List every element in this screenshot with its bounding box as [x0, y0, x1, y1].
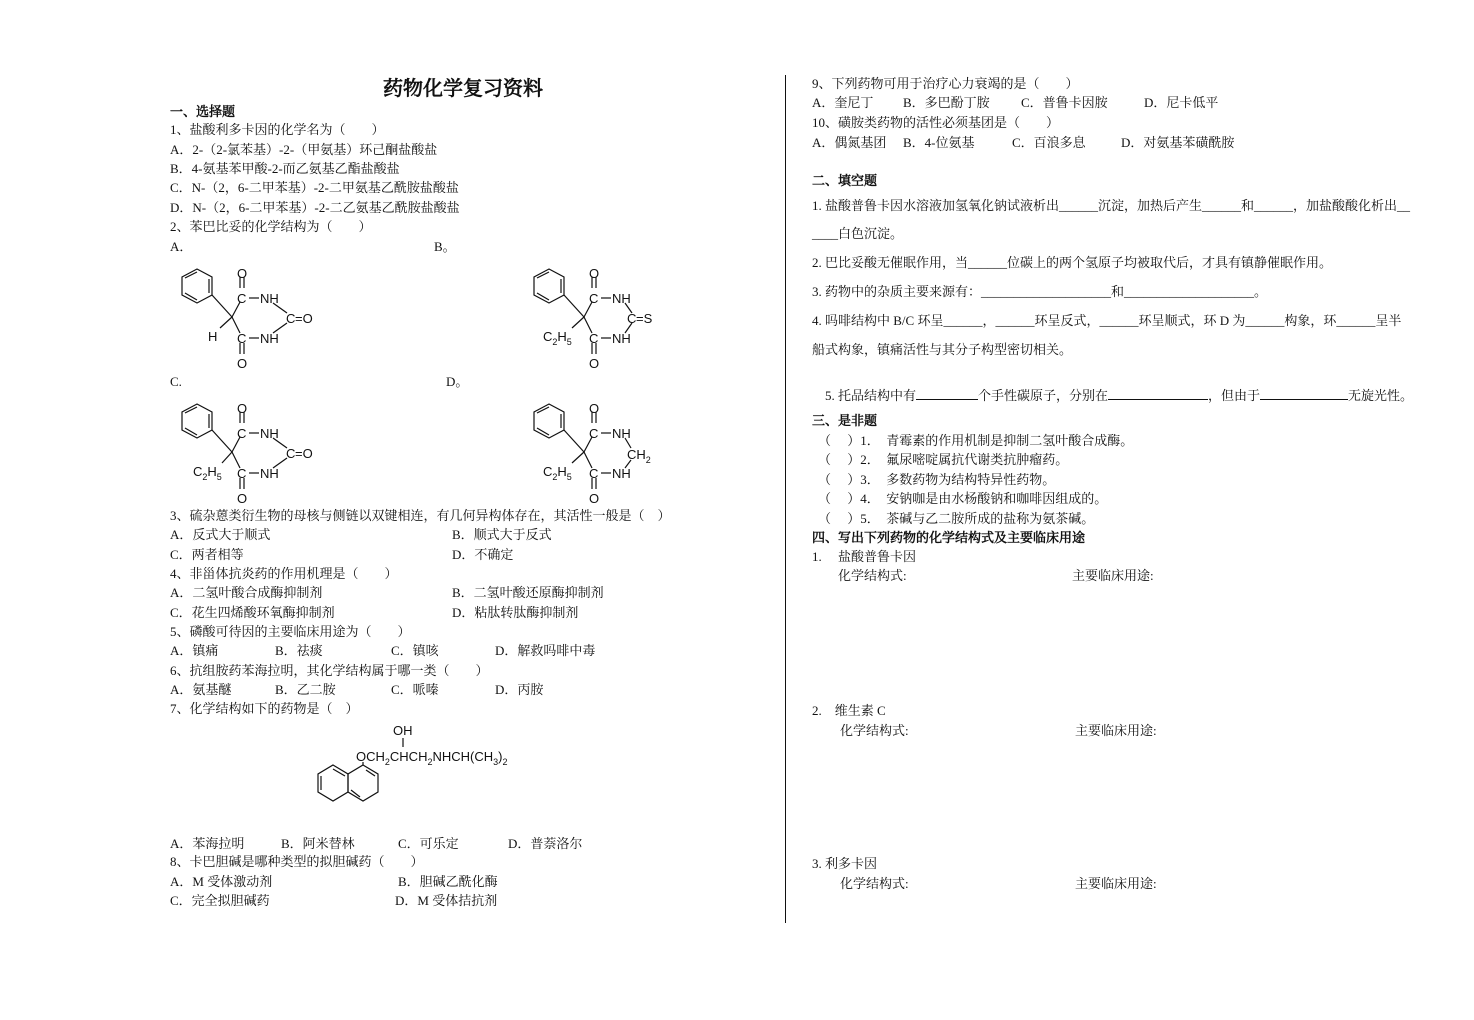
option: B．胆碱乙酰化酶	[398, 874, 498, 889]
use-label: 主要临床用途:	[1072, 568, 1154, 583]
drug-name: 2. 维生素 C	[812, 703, 886, 718]
true-false-item: （ ）5． 茶碱与乙二胺所成的盐称为氨茶碱。	[818, 511, 1095, 526]
svg-text:C2H5: $C_2H_5$	[543, 464, 572, 482]
text: 无旋光性。	[1348, 388, 1414, 403]
svg-text:C2H5: $C_2H_5$	[193, 464, 222, 482]
svg-text:=O: =O	[295, 311, 313, 326]
svg-text:C: C	[286, 446, 296, 461]
svg-text:C: C	[589, 291, 599, 306]
svg-text:NH: NH	[260, 426, 279, 441]
svg-text:O: O	[237, 401, 248, 416]
option: A．奎尼丁	[812, 95, 874, 110]
structure-c	[165, 390, 335, 510]
section-heading: 四、写出下列药物的化学结构式及主要临床用途	[812, 530, 1086, 545]
question-stem: 10、磺胺类药物的活性必须基团是（ ）	[812, 115, 1060, 130]
fill-blank-question: ____白色沉淀。	[812, 226, 904, 241]
svg-text:CH2: $CH_2$	[627, 447, 651, 465]
section-heading: 二、填空题	[812, 173, 878, 188]
question-stem: 1、盐酸利多卡因的化学名为（ ）	[170, 122, 385, 137]
option: C．N-（2，6-二甲苯基）-2-二甲氨基乙酰胺盐酸盐	[170, 180, 459, 195]
svg-text:C: C	[589, 466, 599, 481]
svg-text:NH: NH	[260, 466, 279, 481]
option: D．M 受体拮抗剂	[395, 893, 498, 908]
drug-name: 3. 利多卡因	[812, 856, 878, 871]
use-label: 主要临床用途:	[1075, 723, 1157, 738]
text: 5. 托品结构中有	[825, 388, 917, 403]
svg-text:C2H5: $C_2H_5$	[543, 329, 572, 347]
svg-text:C: C	[589, 426, 599, 441]
option: A．苯海拉明	[170, 836, 245, 851]
structure-d	[517, 390, 687, 510]
fill-blank-question	[812, 371, 1413, 420]
text: ，但由于	[1208, 388, 1261, 403]
option: D．粘肽转肽酶抑制剂	[452, 605, 579, 620]
option: B．4-氨基苯甲酸-2-而乙氨基乙酯盐酸盐	[170, 161, 400, 176]
svg-text:NH: NH	[612, 331, 631, 346]
option: C．可乐定	[398, 836, 459, 851]
true-false-item: （ ）3． 多数药物为结构特异性药物。	[818, 472, 1056, 487]
question-stem: 7、化学结构如下的药物是（ ）	[170, 701, 359, 716]
option: B．乙二胺	[275, 682, 336, 697]
svg-text:C: C	[589, 331, 599, 346]
option: D．普萘洛尔	[508, 836, 583, 851]
svg-text:=O: =O	[295, 446, 313, 461]
blank-line	[916, 387, 978, 400]
option: C.	[170, 374, 182, 389]
option: D．不确定	[452, 547, 514, 562]
svg-text:C: C	[286, 311, 296, 326]
option: B．二氢叶酸还原酶抑制剂	[452, 585, 604, 600]
option: D。	[446, 374, 469, 389]
svg-text:O: O	[237, 356, 248, 371]
true-false-item: （ ）2． 氟尿嘧啶属抗代谢类抗肿瘤药。	[818, 452, 1069, 467]
option: A．M 受体激动剂	[170, 874, 273, 889]
svg-text:C: C	[237, 291, 247, 306]
structure-a	[165, 255, 335, 375]
option: B．顺式大于反式	[452, 527, 552, 542]
fill-blank-question: 4. 吗啡结构中 B/C 环呈______，______环呈反式，______环呈顺式，环 D 为______构象，环______呈半	[812, 313, 1402, 328]
fill-blank-question: 2. 巴比妥酸无催眠作用，当______位碳上的两个氢原子均被取代后，才具有镇静催眠作用。	[812, 255, 1333, 270]
question-stem: 4、非甾体抗炎药的作用机理是（ ）	[170, 566, 398, 581]
option: B．祛痰	[275, 643, 323, 658]
column-divider	[785, 75, 786, 923]
option: C．完全拟胆碱药	[170, 893, 270, 908]
true-false-item: （ ）1． 青霉素的作用机制是抑制二氢叶酸合成酶。	[818, 433, 1134, 448]
structure-label: 化学结构式:	[840, 723, 909, 738]
svg-text:O: O	[589, 266, 600, 281]
structure-q7	[290, 720, 530, 830]
question-stem: 5、磷酸可待因的主要临床用途为（ ）	[170, 624, 411, 639]
section-heading: 三、是非题	[812, 413, 878, 428]
option: B．阿米替林	[281, 836, 355, 851]
option: B．多巴酚丁胺	[903, 95, 990, 110]
option: C．两者相等	[170, 547, 244, 562]
svg-text:O: O	[589, 401, 600, 416]
option: A．镇痛	[170, 643, 219, 658]
blank-line	[1260, 387, 1348, 400]
option: C．普鲁卡因胺	[1021, 95, 1108, 110]
fill-blank-question: 1. 盐酸普鲁卡因水溶液加氢氧化钠试液析出______沉淀，加热后产生______和______，加盐酸酸化析出__	[812, 198, 1411, 213]
svg-text:OH: OH	[393, 723, 413, 738]
drug-name: 1. 盐酸普鲁卡因	[812, 549, 917, 564]
option: D．丙胺	[495, 682, 544, 697]
option: A．氨基醚	[170, 682, 232, 697]
svg-text:C: C	[237, 331, 247, 346]
option: D．尼卡低平	[1144, 95, 1219, 110]
option: D．对氨基苯磺酰胺	[1121, 135, 1235, 150]
question-stem: 6、抗组胺药苯海拉明，其化学结构属于哪一类（ ）	[170, 663, 489, 678]
svg-text:C: C	[237, 466, 247, 481]
option: A．偶氮基团	[812, 135, 887, 150]
fill-blank-question: 3. 药物中的杂质主要来源有：____________________和____________________。	[812, 284, 1268, 299]
option: C．哌嗪	[391, 682, 439, 697]
option: D．解救吗啡中毒	[495, 643, 596, 658]
use-label: 主要临床用途:	[1075, 876, 1157, 891]
blank-line	[1108, 387, 1208, 400]
option: B。	[434, 239, 456, 254]
question-stem: 8、卡巴胆碱是哪种类型的拟胆碱药（ ）	[170, 854, 424, 869]
question-stem: 3、硫杂蒽类衍生物的母核与侧链以双键相连，有几何异构体存在，其活性一般是（ ）	[170, 508, 671, 523]
svg-text:NH: NH	[612, 466, 631, 481]
option: A．二氢叶酸合成酶抑制剂	[170, 585, 323, 600]
svg-text:NH: NH	[260, 291, 279, 306]
structure-b	[517, 255, 687, 375]
structure-label: 化学结构式:	[840, 876, 909, 891]
question-stem: 9、下列药物可用于治疗心力衰竭的是（ ）	[812, 76, 1079, 91]
section-heading: 一、选择题	[170, 104, 236, 119]
svg-text:C: C	[627, 311, 637, 326]
svg-text:OCH2CHCH2NHCH(CH3)2: $OCH_2CHCH_2NHCH(CH_3)_2$	[356, 749, 508, 767]
option: A．2-（2-氯苯基）-2-（甲氨基）环己酮盐酸盐	[170, 142, 438, 157]
option: C．百浪多息	[1012, 135, 1086, 150]
svg-text:O: O	[237, 266, 248, 281]
svg-text:NH: NH	[612, 426, 631, 441]
option: C．镇咳	[391, 643, 439, 658]
svg-text:H: H	[208, 329, 218, 344]
text: 个手性碳原子，分别在	[978, 388, 1109, 403]
option: A．	[170, 239, 193, 254]
svg-text:O: O	[237, 491, 248, 506]
option: C．花生四烯酸环氧酶抑制剂	[170, 605, 335, 620]
svg-text:NH: NH	[612, 291, 631, 306]
svg-text:=S: =S	[636, 311, 653, 326]
question-stem: 2、苯巴比妥的化学结构为（ ）	[170, 219, 372, 234]
option: D．N-（2，6-二甲苯基）-2-二乙氨基乙酰胺盐酸盐	[170, 200, 460, 215]
option: B．4-位氨基	[903, 135, 975, 150]
page-title: 药物化学复习资料	[383, 78, 543, 100]
fill-blank-question: 船式构象，镇痛活性与其分子构型密切相关。	[812, 342, 1073, 357]
svg-text:NH: NH	[260, 331, 279, 346]
option: A．反式大于顺式	[170, 527, 271, 542]
svg-text:C: C	[237, 426, 247, 441]
svg-text:O: O	[589, 491, 600, 506]
svg-text:O: O	[589, 356, 600, 371]
structure-label: 化学结构式:	[838, 568, 907, 583]
true-false-item: （ ）4． 安钠咖是由水杨酸钠和咖啡因组成的。	[818, 491, 1108, 506]
